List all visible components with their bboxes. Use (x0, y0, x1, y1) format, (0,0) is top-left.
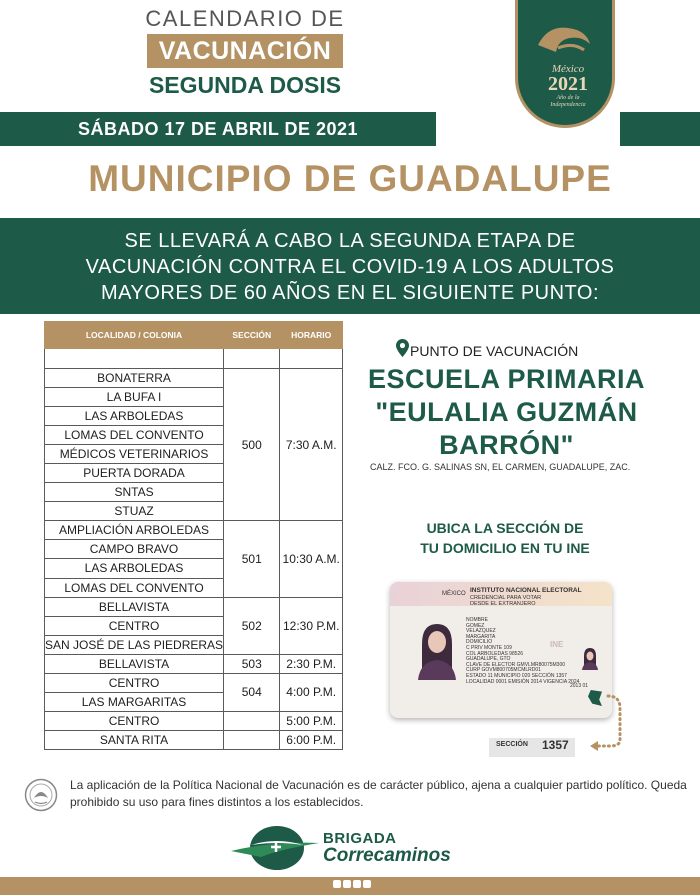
header-line2: VACUNACIÓN (147, 34, 344, 68)
schedule-table (44, 321, 343, 750)
facebook-icon[interactable] (333, 880, 341, 888)
ine-institute: INSTITUTO NACIONAL ELECTORAL (470, 587, 582, 594)
dotted-connector (590, 694, 630, 754)
ine-field: CURP GOVM800705MCMLRD01 (466, 667, 541, 674)
localidad-cell: LAS ARBOLEDAS (45, 407, 224, 426)
ine-field: LOCALIDAD 0001 EMISIÓN 2014 VIGENCIA 2024 (466, 678, 580, 685)
localidad-cell: CAMPO BRAVO (45, 540, 224, 559)
ine-registro: 2013 01 (570, 683, 589, 689)
seccion-cell: 502 (224, 597, 280, 654)
mexico-2021-logo-art (518, 0, 615, 128)
ine-fields (466, 618, 579, 685)
ine-field: NOMBRE (466, 617, 488, 623)
localidad-cell: BELLAVISTA (45, 654, 224, 673)
seccion-demo-value: 1357 (542, 738, 569, 752)
brigada-subtitle: Correcaminos (323, 845, 451, 866)
table-row (45, 711, 343, 730)
logo-text-independencia: Independencia (550, 102, 586, 108)
logo-text-mexico: México (551, 63, 585, 75)
localidad-cell: LA BUFA I (45, 388, 224, 407)
table-cell (45, 349, 224, 369)
disclaimer-text: La aplicación de la Política Nacional de Vacunación es de carácter público, ajena a cualquier partido político. Queda prohibido su uso para fines distintos a los establecidos. (70, 778, 687, 809)
table-cell (224, 349, 280, 369)
horario-cell: 10:30 A.M. (280, 521, 343, 597)
ine-sub1: CREDENCIAL PARA VOTAR (470, 595, 542, 601)
instagram-icon[interactable] (363, 880, 371, 888)
ine-card-image (390, 582, 612, 718)
brigada-title: BRIGADA (323, 830, 397, 847)
intro-line2: VACUNACIÓN CONTRA EL COVID-19 A LOS ADULTOS (85, 256, 615, 278)
ine-field: COL ARBOLEDAS 98526 (466, 650, 524, 657)
table-row (45, 597, 343, 616)
youtube-icon[interactable] (353, 880, 361, 888)
ubica-line2: TU DOMICILIO EN TU INE (420, 540, 590, 556)
table-header-row (45, 322, 343, 349)
municipio-title: MUNICIPIO DE GUADALUPE (88, 158, 612, 199)
school-line3: BARRÓN" (439, 430, 574, 460)
ine-field: CLAVE DE ELECTOR GMVLMR80075M300 (466, 661, 566, 668)
localidad-cell: LOMAS DEL CONVENTO (45, 426, 224, 445)
horario-cell: 6:00 P.M. (280, 730, 343, 749)
ine-field: GOMEZ (466, 622, 485, 629)
ine-field: DOMICILIO (466, 639, 493, 646)
brigada-correcaminos-logo (231, 823, 321, 873)
punto-label: PUNTO DE VACUNACIÓN (410, 343, 579, 359)
localidad-cell: BONATERRA (45, 369, 224, 388)
ine-field: C PRIV MONTE 109 (466, 644, 512, 651)
event-date: SÁBADO 17 DE ABRIL DE 2021 (77, 119, 359, 139)
ine-field: GUADALUPE, GTO (466, 656, 511, 663)
localidad-cell: LOMAS DEL CONVENTO (45, 578, 224, 597)
localidad-cell: SANTA RITA (45, 730, 224, 749)
localidad-cell: STUAZ (45, 502, 224, 521)
localidad-cell: AMPLIACIÓN ARBOLEDAS (45, 521, 224, 540)
table-row (45, 730, 343, 749)
localidad-cell: BELLAVISTA (45, 597, 224, 616)
ubica-line1: UBICA LA SECCIÓN DE (426, 520, 584, 536)
localidad-cell: SNTAS (45, 483, 224, 502)
column-header-seccion: SECCIÓN (224, 322, 280, 349)
localidad-cell: CENTRO (45, 711, 224, 730)
localidad-cell: LAS ARBOLEDAS (45, 559, 224, 578)
table-row (45, 521, 343, 540)
seccion-cell (224, 730, 280, 749)
ubica-instructions (380, 518, 630, 558)
seccion-demo-label: SECCIÓN (496, 741, 528, 748)
ine-subtitle (470, 595, 541, 607)
twitter-icon[interactable] (343, 880, 351, 888)
ine-country: MÉXICO (442, 591, 466, 597)
intro-line3: MAYORES DE 60 AÑOS EN EL SIGUIENTE PUNTO: (100, 282, 600, 304)
seccion-cell (224, 711, 280, 730)
logo-text-ano: Año de la (556, 95, 580, 101)
mexico-seal-icon (24, 778, 58, 812)
school-name (355, 363, 658, 462)
header-line1: CALENDARIO DE (145, 6, 345, 31)
school-address: CALZ. FCO. G. SALINAS SN, EL CARMEN, GUADALUPE, ZAC. (370, 462, 631, 472)
localidad-cell: SAN JOSÉ DE LAS PIEDRERAS (45, 635, 224, 654)
ine-field: ESTADO 11 MUNICIPIO 020 SECCIÓN 1357 (466, 672, 567, 679)
social-icons (333, 880, 371, 888)
localidad-cell: CENTRO (45, 673, 224, 692)
horario-cell: 7:30 A.M. (280, 369, 343, 521)
ine-sub2: DESDE EL EXTRANJERO (470, 601, 536, 607)
seccion-cell: 503 (224, 654, 280, 673)
date-band-right (620, 112, 700, 146)
table-row-blank (45, 349, 343, 369)
table-row (45, 369, 343, 388)
intro-line1: SE LLEVARÁ A CABO LA SEGUNDA ETAPA DE (124, 230, 576, 252)
intro-band (0, 218, 700, 314)
localidad-cell: CENTRO (45, 616, 224, 635)
school-line1: ESCUELA PRIMARIA (367, 364, 645, 394)
ine-small-photo-icon (580, 646, 600, 670)
horario-cell: 4:00 P.M. (280, 673, 343, 711)
horario-cell: 2:30 P.M. (280, 654, 343, 673)
mexico-2021-logo (515, 0, 615, 128)
localidad-cell: MÉDICOS VETERINARIOS (45, 445, 224, 464)
seccion-cell: 504 (224, 673, 280, 711)
header-line3: SEGUNDA DOSIS (148, 72, 342, 98)
location-pin-icon (396, 339, 409, 357)
ine-photo-icon (410, 614, 464, 680)
seccion-cell: 501 (224, 521, 280, 597)
seccion-cell: 500 (224, 369, 280, 521)
ine-field: MARGARITA (466, 633, 496, 640)
header-titles (120, 6, 370, 100)
localidad-cell: LAS MARGARITAS (45, 692, 224, 711)
horario-cell: 12:30 P.M. (280, 597, 343, 654)
school-line2: "EULALIA GUZMÁN (375, 397, 638, 427)
column-header-horario: HORARIO (280, 322, 343, 349)
horario-cell: 5:00 P.M. (280, 711, 343, 730)
logo-text-year: 2021 (548, 73, 588, 95)
column-header-localidad: LOCALIDAD / COLONIA (45, 322, 224, 349)
table-cell (280, 349, 343, 369)
ine-watermark: INE (550, 640, 564, 649)
localidad-cell: PUERTA DORADA (45, 464, 224, 483)
ine-field: VELAZQUEZ (466, 628, 496, 635)
table-row (45, 654, 343, 673)
